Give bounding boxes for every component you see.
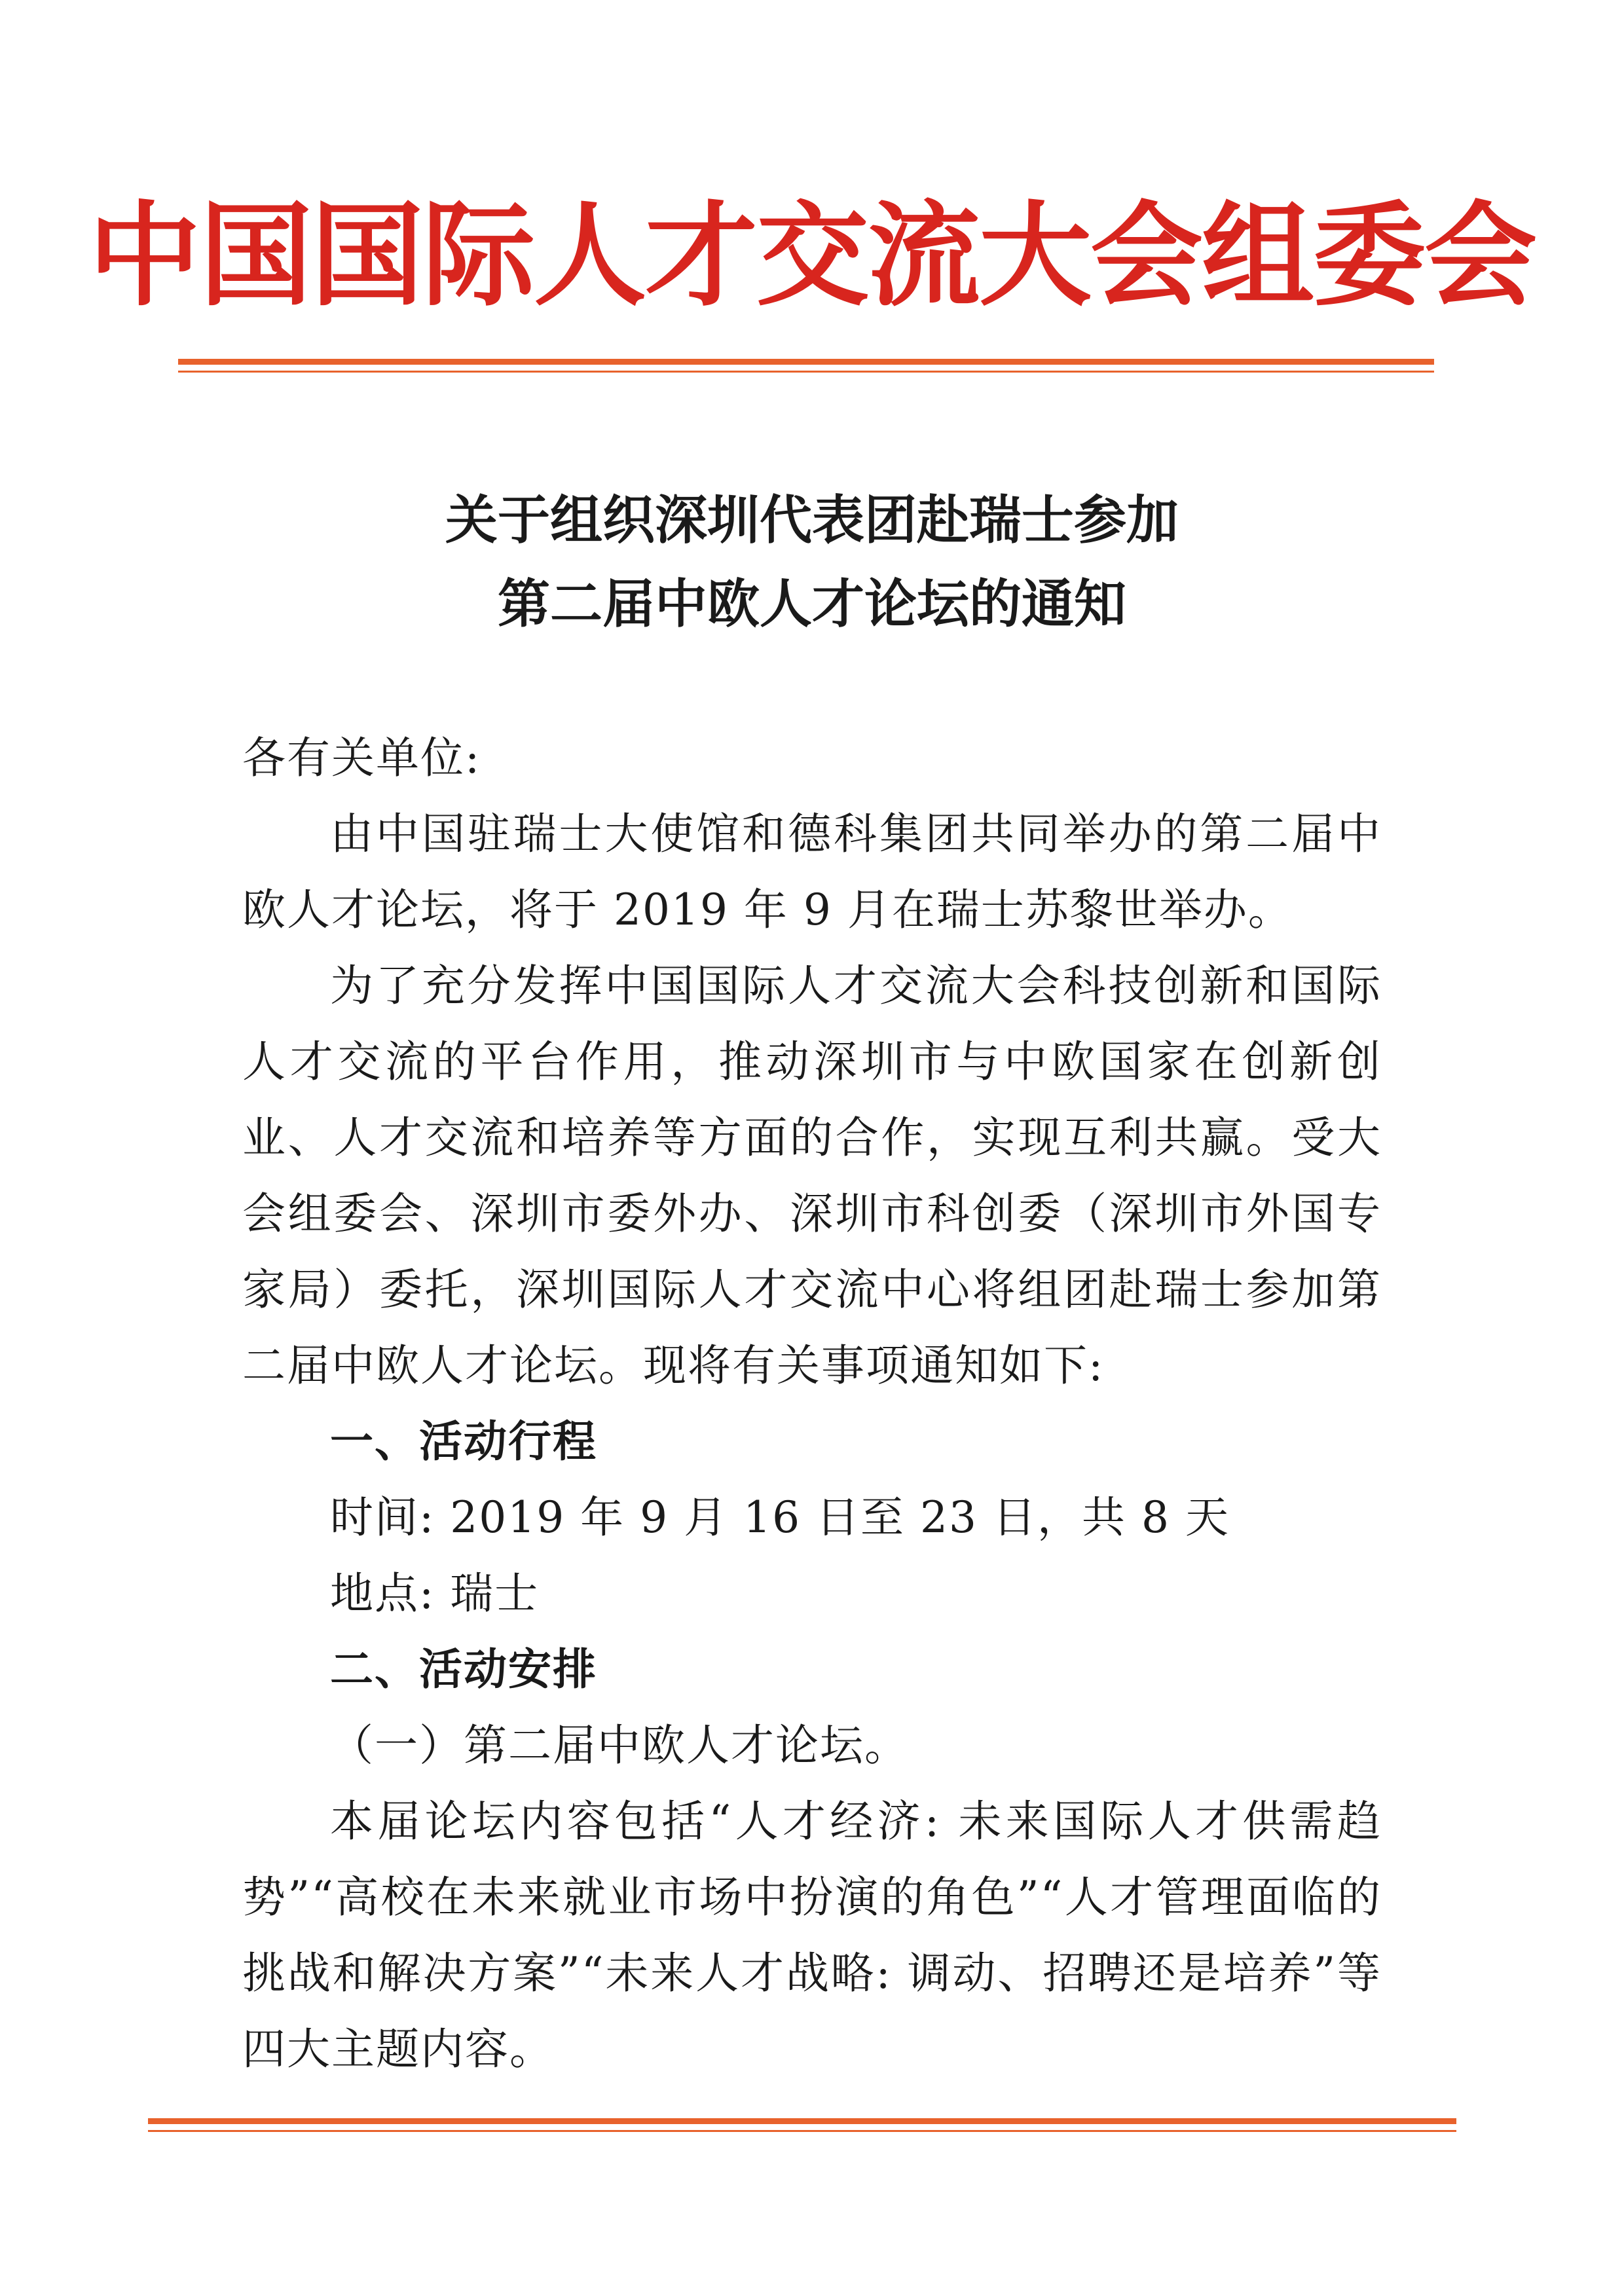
header-rule-thin [178,371,1434,373]
footer-rule-thin [148,2130,1456,2132]
header-rule-thick [178,359,1434,365]
salutation: 各有关单位: [242,733,481,783]
letterhead-org-name: 中国国际人才交流大会组委会 [88,189,1536,321]
itinerary-time: 时间: 2019 年 9 月 16 日至 23 日，共 8 天 [330,1492,1230,1543]
section-heading-itinerary: 一、活动行程 [330,1416,597,1467]
section-heading-arrangements: 二、活动安排 [330,1644,597,1695]
paragraph-intro: 由中国驻瑞士大使馆和德科集团共同举办的第二届中欧人才论坛，将于 2019 年 9 月在瑞士苏黎世举办。 [242,809,1382,935]
footer-rule-thick [148,2118,1456,2124]
paragraph-forum-topics: 本届论坛内容包括“人才经济: 未来国际人才供需趋势”“高校在未来就业市场中扮演的角色”“人才管理面临的挑战和解决方案”“未来人才战略: 调动、招聘还是培养”等四大主题内容。 [242,1796,1382,2074]
document-body [242,720,1382,2087]
paragraph-purpose: 为了充分发挥中国国际人才交流大会科技创新和国际人才交流的平台作用，推动深圳市与中欧国家在创新创业、人才交流和培养等方面的合作，实现互利共赢。受大会组委会、深圳市委外办、深圳市科创委（深圳市外国专家局）委托，深圳国际人才交流中心将组团赴瑞士参加第二届中欧人才论坛。现将有关事项通知如下: [242,961,1382,1391]
itinerary-place: 地点: 瑞士 [330,1568,540,1619]
subsection-forum: （一）第二届中欧人才论坛。 [330,1720,909,1771]
document-title-line-1: 关于组织深圳代表团赴瑞士参加 [445,490,1179,551]
document-title-line-2: 第二届中欧人才论坛的通知 [498,574,1126,634]
